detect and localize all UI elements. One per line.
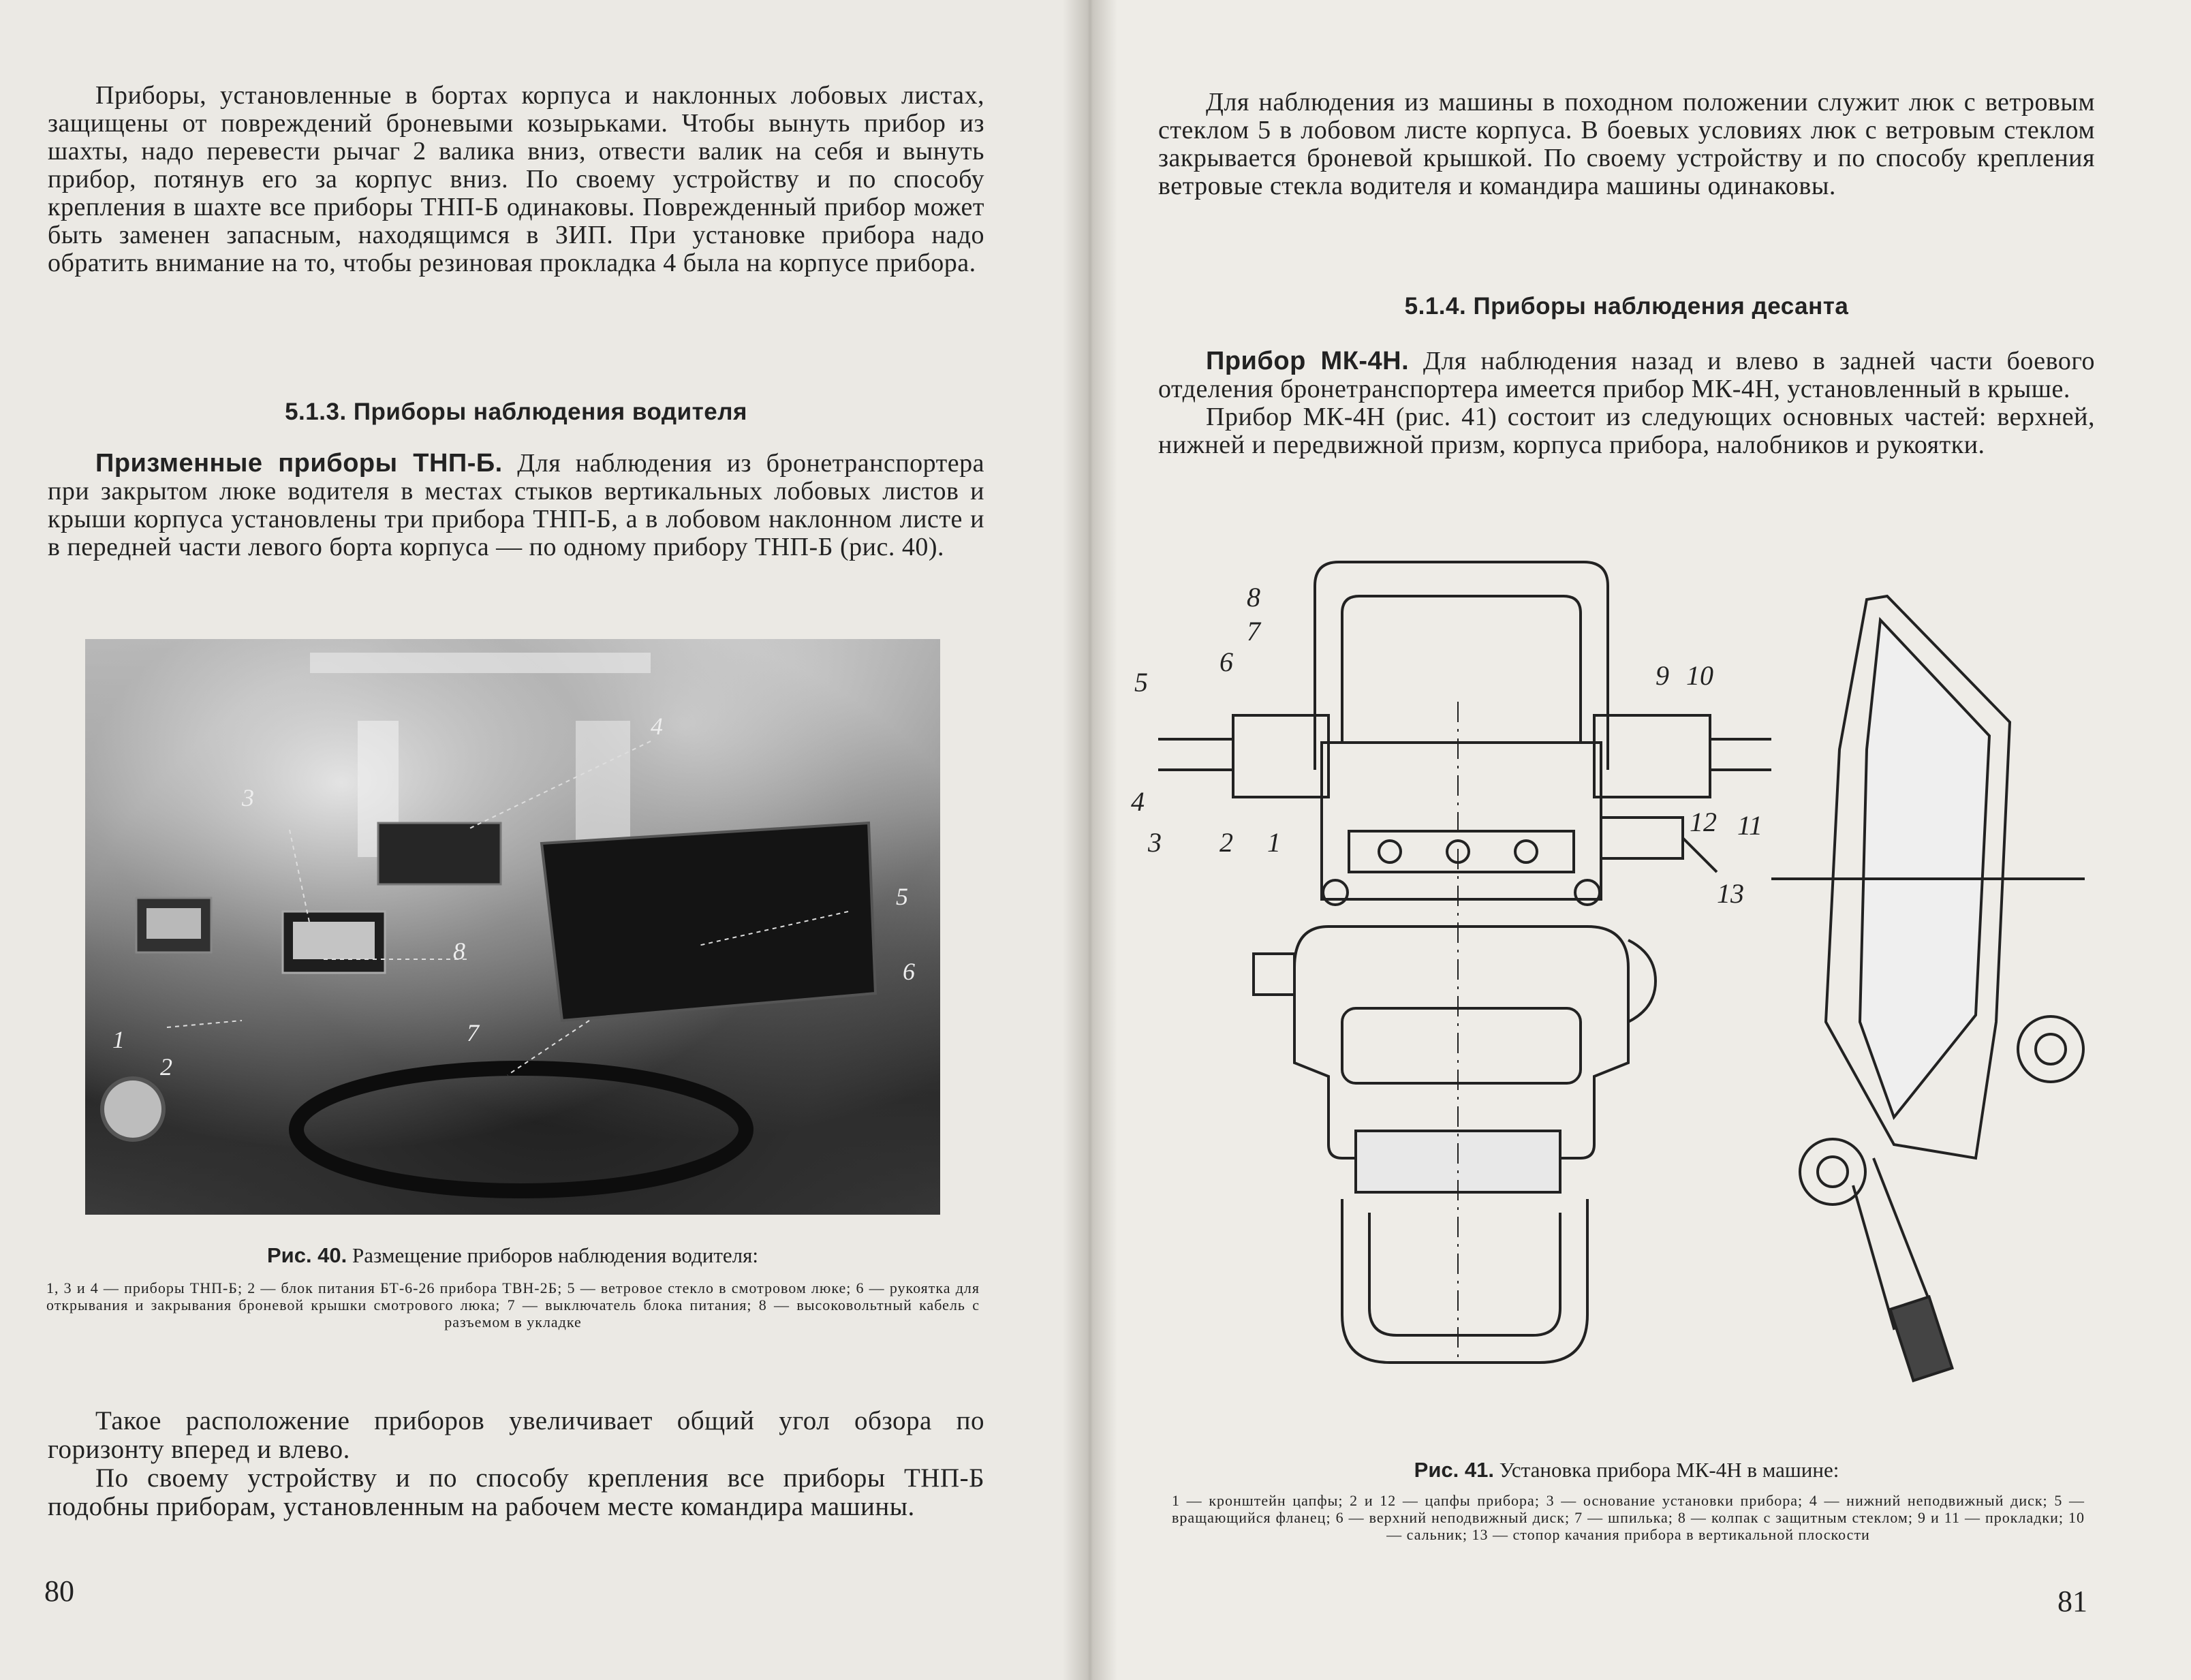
screw-shape [1379, 841, 1401, 862]
left-paragraph-2-block [48, 450, 984, 561]
right-page-number: 81 [2057, 1585, 2087, 1618]
left-paragraph-1: Приборы, установленные в бортах корпуса и наклонных лобовых листах, защищены от повреждений броневыми козырьками. Чтобы вынуть прибор из шахты, надо перевести рычаг 2 валика вниз, отвести валик на себя и вынуть прибор, потянув его за корпус вниз. По своему устройству и по способу крепления в шахте все приборы ТНП-Б одинаковы. Поврежденный прибор может быть заменен запасным, находящимся в ЗИП. При установке прибора надо обратить внимание на то, чтобы резиновая прокладка 4 была на корпусе прибора. [48, 81, 984, 277]
figure-41-caption: 1 — кронштейн цапфы; 2 и 12 — цапфы прибора; 3 — основание установки прибора; 4 — нижний неподвижный диск; 5 — вращающийся фланец; 6 — верхний неподвижный диск; 7 — шпилька; 8 — колпак с защитным стеклом; 9 и 11 — прокладки; 10 — сальник; 13 — стопор качания прибора в вертикальной плоскости [1172, 1492, 2085, 1543]
book-gutter [1063, 0, 1117, 1680]
photo-overlay [85, 639, 940, 1215]
wheel-hub-shape [102, 1078, 164, 1140]
right-paragraph-2-text: Для наблюдения назад и влево в задней части боевого отделения бронетранспортера имеется прибор МК-4Н, установленный в крыше. [1158, 347, 2095, 403]
figure-41-title-text: Установка прибора МК-4Н в машине: [1493, 1458, 1839, 1482]
stopper-lever-shape [1683, 838, 1717, 872]
right-paragraph-1-block [1158, 89, 2095, 200]
left-paragraph-2-text: Для наблюдения из бронетранспортера при закрытом люке водителя в местах стыков вертикальных лобовых листов и крыши корпуса установлены три прибора ТНП-Б, а в лобовом наклонном листе и в передней части левого борта корпуса — по одному прибору ТНП-Б (рис. 40). [48, 449, 984, 561]
drawing-label: 3 [1148, 827, 1162, 858]
figure-40-title-lead: Рис. 40. [266, 1243, 347, 1267]
right-paragraph-2-lead: Прибор МК-4Н. [1206, 347, 1410, 375]
handle-shape [1342, 1199, 1587, 1363]
figure-40-photo [85, 639, 940, 1215]
lower-housing-shape [1294, 927, 1628, 1158]
knob-shape [1254, 954, 1294, 995]
right-section-heading: 5.1.4. Приборы наблюдения десанта [1404, 293, 1849, 320]
photo-label: 7 [467, 1019, 479, 1046]
windshield-shape [542, 823, 875, 1021]
leader-line [167, 1021, 242, 1027]
figure-40-title-text: Размещение приборов наблюдения водителя: [347, 1243, 759, 1267]
side-pivot-shape [2018, 1016, 2083, 1082]
photo-label: 5 [896, 883, 908, 910]
drawing-label: 6 [1219, 647, 1233, 677]
left-paragraph-1-block [48, 82, 984, 277]
drawing-label: 5 [1134, 667, 1148, 698]
drawing-label: 12 [1690, 807, 1717, 837]
left-section-heading: 5.1.3. Приборы наблюдения водителя [285, 399, 747, 425]
photo-label: 6 [903, 958, 915, 985]
figure-41-drawing [1117, 545, 2092, 1444]
left-paragraph-2 [48, 450, 984, 561]
photo-label: 4 [651, 713, 663, 740]
periscope-shape [378, 823, 501, 884]
right-paragraph-1: Для наблюдения из машины в походном положении служит люк с ветровым стеклом 5 в лобовом листе корпуса. В боевых условиях люк с ветровым стеклом закрывается броневой крышкой. По своему устройству и по способу крепления ветровые стекла водителя и командира машины одинаковы. [1158, 88, 2095, 200]
right-paragraph-2-block [1158, 347, 2095, 459]
left-page-number: 80 [44, 1574, 74, 1608]
drawing-label: 11 [1737, 810, 1763, 841]
drawing-label: 1 [1267, 827, 1281, 858]
periscope-glass-shape [293, 922, 375, 959]
ceiling-light-shape [310, 653, 651, 673]
right-paragraph-2 [1158, 347, 2095, 403]
body-shape [1322, 743, 1601, 899]
left-paragraph-3-block [48, 1407, 984, 1521]
cap-inner-shape [1342, 596, 1581, 743]
left-paragraph-4: По своему устройству и по способу крепления все приборы ТНП-Б подобны приборам, установленным на рабочем месте командира машины. [48, 1463, 984, 1521]
left-paragraph-2-lead: Призменные приборы ТНП-Б. [95, 449, 503, 478]
steering-wheel-shape [296, 1068, 746, 1191]
figure-40-title [85, 1243, 940, 1268]
stopper-shape [1601, 818, 1683, 858]
screw-shape [1323, 880, 1348, 905]
handle-inner-shape [1369, 1213, 1560, 1335]
figure-41-title [1158, 1458, 2095, 1482]
photo-label: 3 [242, 784, 254, 811]
right-paragraph-3: Прибор МК-4Н (рис. 41) состоит из следующих основных частей: верхней, нижней и передвижной призм, корпуса прибора, налобников и рукоятки. [1158, 403, 2095, 459]
screw-shape [1515, 841, 1537, 862]
drawing-label: 4 [1131, 786, 1145, 817]
figure-40-caption: 1, 3 и 4 — приборы ТНП-Б; 2 — блок питания БТ-6-26 прибора ТВН-2Б; 5 — ветровое стекло в смотровом люке; 6 — рукоятка для открывания и закрывания броневой крышки смотрового люка; 7 — выключатель блока питания; 8 — высоковольтный кабель с разъемом в укладке [46, 1279, 980, 1331]
left-paragraph-3: Такое расположение приборов увеличивает общий угол обзора по горизонту вперед и влево. [48, 1406, 984, 1464]
drawing-label: 9 [1656, 660, 1669, 691]
knob-shape [1628, 940, 1656, 1022]
photo-label: 2 [160, 1053, 172, 1080]
drawing-label: 10 [1686, 660, 1713, 691]
right-flange-shape [1594, 715, 1710, 797]
window-shape [576, 721, 630, 857]
clamp-shape [1349, 831, 1574, 872]
drawing-label: 8 [1247, 582, 1260, 612]
side-grip-shape [1890, 1296, 1952, 1380]
side-pivot-inner-shape [2036, 1034, 2066, 1064]
cap-shape [1315, 562, 1608, 770]
photo-label: 1 [112, 1026, 125, 1053]
drawing-label: 13 [1717, 878, 1744, 909]
drawing-label: 7 [1247, 616, 1260, 647]
side-pivot-inner-shape [1818, 1157, 1848, 1187]
figure-41-title-lead: Рис. 41. [1414, 1458, 1494, 1482]
periscope-glass-shape [146, 908, 201, 939]
photo-label: 8 [453, 937, 465, 965]
screw-shape [1575, 880, 1600, 905]
side-prism-shape [1860, 620, 1989, 1117]
drawing-label: 2 [1219, 827, 1233, 858]
brow-pad-shape [1342, 1008, 1581, 1083]
